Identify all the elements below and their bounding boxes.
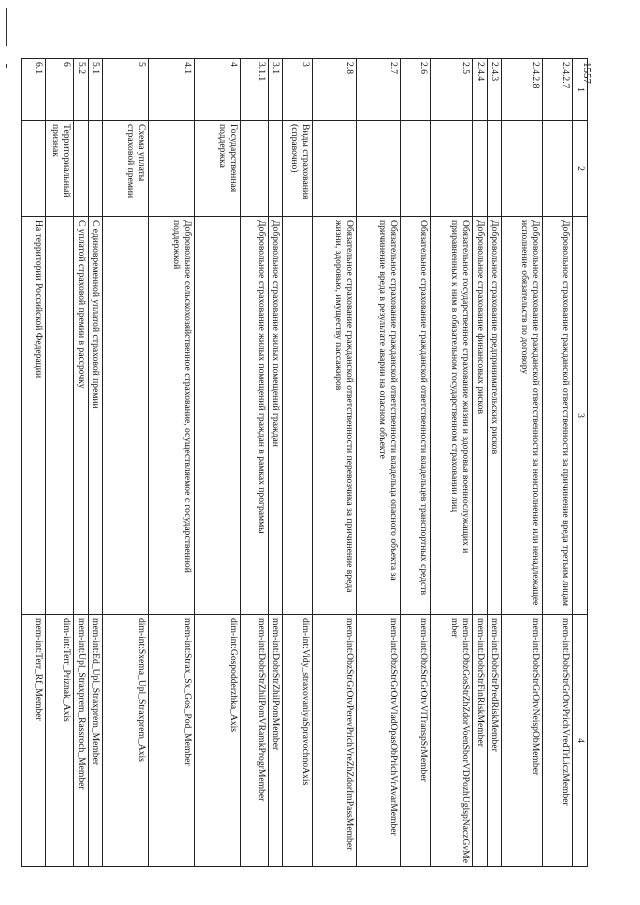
row-number: 3.1 [269, 59, 283, 121]
row-code: mem-int:ObzStrGrOtvVlTranspSrMember [401, 615, 431, 867]
row-description: Добровольное сельскохозяйственное страхование, осуществляемое с государственной поддержкой [149, 217, 195, 615]
row-number: 3.1.1 [241, 59, 269, 121]
row-description: Обязательное страхование гражданской ответственности владельца опасного объекта за причинение вреда в результате аварии на опасном объекте [357, 217, 401, 615]
row-number: 4.1 [149, 59, 195, 121]
row-description: Добровольное страхование предпринимательских рисков [487, 217, 501, 615]
row-number: 5.2 [74, 59, 88, 121]
row-code: mem-int:DobrStrZhilPomVRamkProgrMember [241, 615, 269, 867]
row-number: 2.4.3 [487, 59, 501, 121]
group-name [431, 121, 473, 217]
row-description: На территории Российской Федерации [22, 217, 46, 615]
row-description: Добровольное страхование жилых помещений граждан [269, 217, 283, 615]
group-name [502, 121, 543, 217]
group-name [241, 121, 269, 217]
row-description: С единовременной уплатой страховой премии [88, 217, 102, 615]
header-col-3: 3 [573, 217, 588, 615]
row-number: 6 [46, 59, 74, 121]
table-row [283, 59, 313, 867]
row-code: mem-int:ObzGosStrZhZdorVoenSborVDPozhUglspNaczGvMember [431, 615, 473, 867]
row-description [103, 217, 149, 615]
table-row [149, 59, 195, 867]
row-code: mem-int:Terr_Rf_Member [22, 615, 46, 867]
row-description: С уплатой страховой премии в рассрочку [74, 217, 88, 615]
group-name [269, 121, 283, 217]
row-description: Добровольное страхование финансовых рисков [473, 217, 487, 615]
table-row [269, 59, 283, 867]
table-row [431, 59, 473, 867]
document-page [33, 58, 588, 866]
row-code: mem-int:DobrStrPredRiskMember [487, 615, 501, 867]
margin-mark-top [6, 8, 7, 46]
group-name: Территориальный признак [46, 121, 74, 217]
group-name: Государственная поддержка [195, 121, 241, 217]
row-description: Добровольное страхование жилых помещений граждан в рамках программы [241, 217, 269, 615]
group-name [88, 121, 102, 217]
classification-table [21, 58, 588, 867]
row-number: 6.1 [22, 59, 46, 121]
table-row [357, 59, 401, 867]
group-name [313, 121, 357, 217]
group-name [473, 121, 487, 217]
table-row [195, 59, 241, 867]
header-col-4: 4 [573, 615, 588, 867]
table-row [88, 59, 102, 867]
group-name [401, 121, 431, 217]
row-description: Обязательное страхование гражданской ответственности перевозчика за причинение вреда жизни, здоровью, имуществу пассажиров [313, 217, 357, 615]
row-code: mem-int:Ed_Upl_Straxprem_Member [88, 615, 102, 867]
page-number: 1557 [581, 62, 593, 84]
row-code: mem-int:Strax_Sx_Gos_Pod_Member [149, 615, 195, 867]
row-number: 2.7 [357, 59, 401, 121]
row-code: mem-int:DobrStrZhilPomMember [269, 615, 283, 867]
row-description: Добровольное страхование гражданской ответственности за причинение вреда третьим лицам [543, 217, 573, 615]
rotated-table-frame [33, 58, 588, 866]
row-code: dim-int:Gospodderzhka_Axis [195, 615, 241, 867]
group-name [487, 121, 501, 217]
group-name [74, 121, 88, 217]
row-description: Обязательное государственное страхование жизни и здоровья военнослужащих и приравненных к ним в обязательном государственном страховании лиц [431, 217, 473, 615]
group-name: Схема уплаты страховой премии [103, 121, 149, 217]
row-description [46, 217, 74, 615]
row-number: 2.8 [313, 59, 357, 121]
table-row [543, 59, 573, 867]
header-col-1: 1 [573, 59, 588, 121]
header-col-2: 2 [573, 121, 588, 217]
row-number: 2.5 [431, 59, 473, 121]
row-number: 5 [103, 59, 149, 121]
row-code: mem-int:DobrStrFinRiskMember [473, 615, 487, 867]
table-row [74, 59, 88, 867]
row-number: 4 [195, 59, 241, 121]
table-row [22, 59, 46, 867]
group-name [149, 121, 195, 217]
row-description: Добровольное страхование гражданской ответственности за неисполнение или ненадлежащее исполнение обязательств по договору [502, 217, 543, 615]
row-code: mem-int:DobrStrGrOtvNeispObMember [502, 615, 543, 867]
row-number: 2.4.4 [473, 59, 487, 121]
table-row [502, 59, 543, 867]
table-row [487, 59, 501, 867]
row-code: mem-int:ObzStrGrOtvPerevPrichVreZhZdorImPassMember [313, 615, 357, 867]
group-name: Виды страхования (справочно) [283, 121, 313, 217]
row-code: mem-int:Upl_Straxprem_Rassroch_Member [74, 615, 88, 867]
row-code: dim-int:Terr_Priznak_Axis [46, 615, 74, 867]
table-row [313, 59, 357, 867]
row-description [283, 217, 313, 615]
table-row [473, 59, 487, 867]
group-name [357, 121, 401, 217]
group-name [22, 121, 46, 217]
row-code: mem-int:DobrStrGrOtvPrichVredTrLiczMember [543, 615, 573, 867]
row-number: 2.4.2.8 [502, 59, 543, 121]
row-number: 3 [283, 59, 313, 121]
row-code: mem-int:ObzStrGrOtvVladOpasObPrichVrAvarMember [357, 615, 401, 867]
row-description: Обязательное страхование гражданской ответственности владельцев транспортных средств [401, 217, 431, 615]
row-code: dim-int:Sxema_Upl_Straxprem_Axis [103, 615, 149, 867]
table-row [241, 59, 269, 867]
margin-mark-bottom [6, 64, 7, 68]
table-row [46, 59, 74, 867]
row-number: 5.1 [88, 59, 102, 121]
row-code: dim-int:Vidy_straxovaniyaSpravochnoAxis [283, 615, 313, 867]
header-row [573, 59, 588, 867]
table-row [103, 59, 149, 867]
row-description [195, 217, 241, 615]
group-name [543, 121, 573, 217]
row-number: 2.4.2.7 [543, 59, 573, 121]
row-number: 2.6 [401, 59, 431, 121]
table-row [401, 59, 431, 867]
